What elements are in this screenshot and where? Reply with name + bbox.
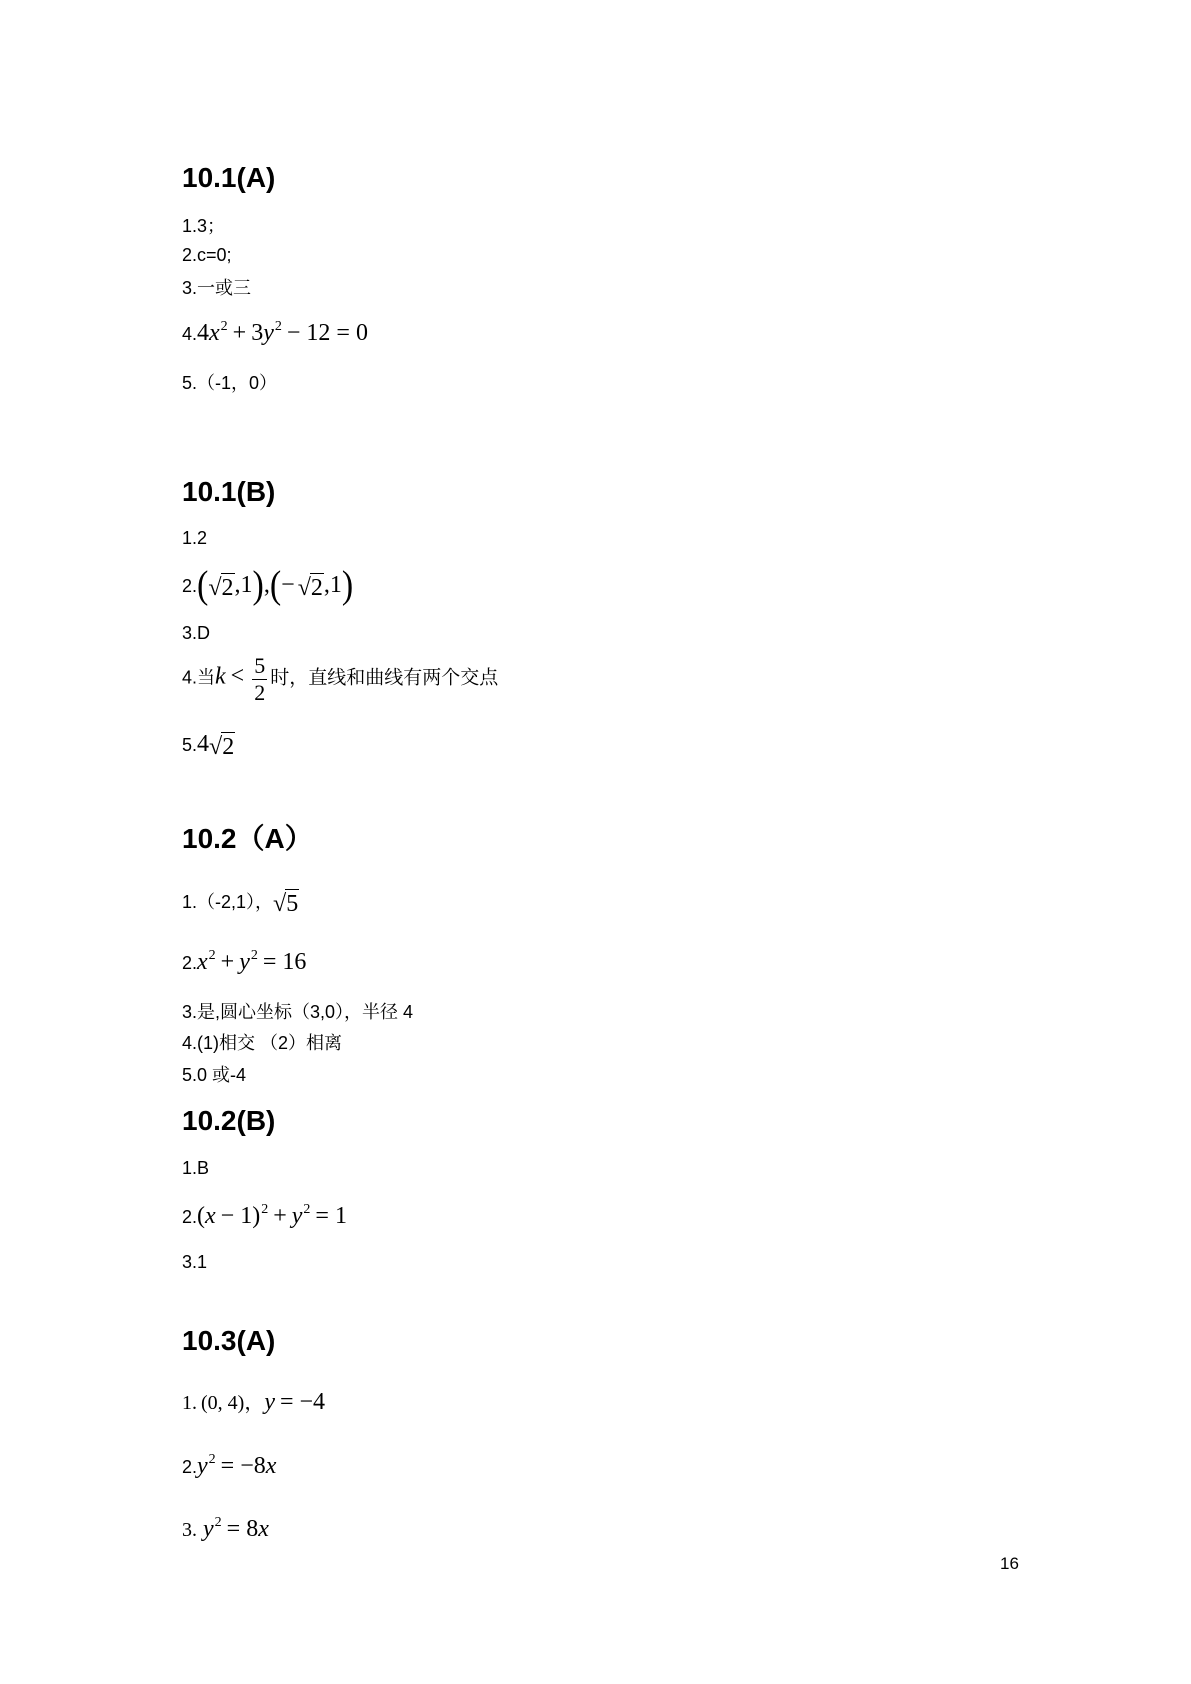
math-variable: x	[205, 1202, 216, 1229]
math-paren: (	[197, 564, 209, 607]
math-exponent: 2	[220, 319, 228, 335]
math-radicand: 2	[310, 575, 323, 601]
math-term: − 12 = 0	[286, 319, 368, 346]
section-heading: 10.1(A)	[182, 162, 276, 193]
math-term: ,1	[323, 572, 342, 598]
math-exponent: 2	[250, 948, 258, 964]
answer-item	[182, 884, 299, 920]
answer-item	[182, 944, 306, 980]
math-variable: x	[197, 948, 208, 975]
math-operator: +	[220, 948, 235, 975]
math-term: = 16	[262, 948, 307, 975]
item-number: 2.	[182, 1206, 198, 1227]
math-term: = −4	[279, 1389, 326, 1415]
math-separator: ，	[244, 1392, 265, 1414]
radical-sign: √	[208, 575, 222, 601]
math-term: ,1	[234, 572, 253, 598]
answer-item: 4.(1)相交 （2）相离	[182, 1033, 343, 1053]
section-heading: 10.2（A）	[182, 823, 313, 854]
answer-item: 5.0 或-4	[182, 1065, 247, 1085]
answer-item: 3.是,圆心坐标（3,0），半径 4	[182, 1002, 414, 1022]
answer-item: 5.（-1，0）	[182, 373, 278, 393]
math-exponent: 2	[303, 1202, 311, 1218]
answer-item	[182, 1198, 347, 1234]
math-expression	[197, 731, 235, 760]
math-exponent: 2	[214, 1515, 222, 1531]
math-operator: +	[273, 1202, 287, 1229]
answer-item	[182, 1383, 325, 1419]
math-coefficient: 3	[251, 319, 264, 346]
answer-item: 1.2	[182, 527, 208, 548]
answer-item: 3.1	[182, 1251, 208, 1272]
item-number: 3.	[182, 1518, 197, 1541]
answer-item	[182, 727, 235, 763]
math-exponent: 2	[208, 948, 216, 964]
item-number: 2.	[182, 576, 198, 596]
math-paren: (	[269, 564, 282, 607]
answer-item	[182, 1511, 269, 1547]
answer-item	[182, 654, 498, 704]
math-term: − 1)	[220, 1202, 261, 1229]
math-variable: x	[258, 1515, 269, 1542]
answer-item: 2.c=0;	[182, 244, 232, 265]
math-variable: y	[291, 1202, 303, 1229]
fraction-numerator: 5	[254, 652, 266, 678]
math-variable: x	[209, 319, 220, 346]
item-number: 2.	[182, 1456, 198, 1477]
math-coefficient: 4	[197, 319, 210, 346]
math-operator: <	[230, 663, 245, 690]
math-radicand: 2	[222, 734, 235, 760]
section-heading: 10.3(A)	[182, 1325, 276, 1356]
answer-item	[182, 565, 353, 607]
item-suffix: 时，直线和曲线有两个交点	[270, 667, 499, 689]
math-paren: )	[252, 564, 264, 607]
math-sqrt	[208, 573, 234, 600]
math-variable: x	[265, 1452, 277, 1479]
item-number: 1.	[182, 1392, 197, 1414]
item-number: 5.	[182, 735, 198, 755]
math-exponent: 2	[274, 319, 282, 335]
math-term: = 1	[315, 1202, 347, 1229]
math-variable: y	[263, 319, 274, 346]
answer-item: 3.D	[182, 622, 211, 643]
math-variable: y	[264, 1389, 275, 1415]
math-expression	[197, 320, 368, 346]
math-sqrt	[209, 732, 235, 759]
answer-item	[182, 315, 368, 351]
answer-item: 1.B	[182, 1157, 210, 1178]
math-exponent: 2	[208, 1452, 216, 1468]
math-sqrt	[273, 889, 299, 916]
math-term: = 8	[226, 1515, 259, 1542]
math-sqrt	[298, 573, 324, 600]
item-number: 2.	[182, 952, 198, 973]
radical-sign: √	[209, 734, 223, 760]
math-variable: y	[197, 1452, 208, 1479]
section-heading: 10.2(B)	[182, 1105, 276, 1136]
answer-item: 3.一或三	[182, 278, 252, 298]
math-fraction	[252, 652, 267, 705]
item-number: 4.	[182, 323, 198, 344]
math-variable: y	[203, 1515, 214, 1542]
math-operator: +	[232, 319, 247, 346]
math-expression	[197, 1453, 276, 1479]
math-paren: )	[341, 564, 354, 607]
answer-item	[182, 1448, 276, 1484]
math-exponent: 2	[261, 1202, 269, 1218]
math-radicand: 5	[286, 891, 299, 917]
math-expression	[197, 949, 306, 975]
math-variable: y	[239, 948, 250, 975]
math-expression	[197, 564, 354, 607]
page-number: 16	[1000, 1554, 1019, 1573]
math-coefficient: 4	[197, 731, 210, 757]
math-separator: ,	[263, 572, 270, 598]
math-paren: (	[197, 1202, 206, 1229]
math-operator: −	[281, 572, 295, 598]
math-expression	[197, 1203, 347, 1229]
answer-item: 1.3；	[182, 216, 226, 236]
math-point: (0, 4)	[201, 1392, 245, 1414]
radical-sign: √	[273, 891, 287, 917]
item-prefix: 4.当	[182, 667, 216, 688]
fraction-denominator: 2	[254, 679, 266, 705]
section-heading: 10.1(B)	[182, 476, 276, 507]
radical-sign: √	[297, 575, 311, 601]
math-expression	[203, 1516, 269, 1542]
math-radicand: 2	[221, 575, 234, 601]
math-term: = −8	[220, 1452, 266, 1479]
item-text: 1.（-2,1），	[182, 892, 274, 912]
math-variable: k	[215, 663, 226, 690]
math-expression	[273, 888, 299, 917]
math-expression	[264, 1389, 325, 1415]
